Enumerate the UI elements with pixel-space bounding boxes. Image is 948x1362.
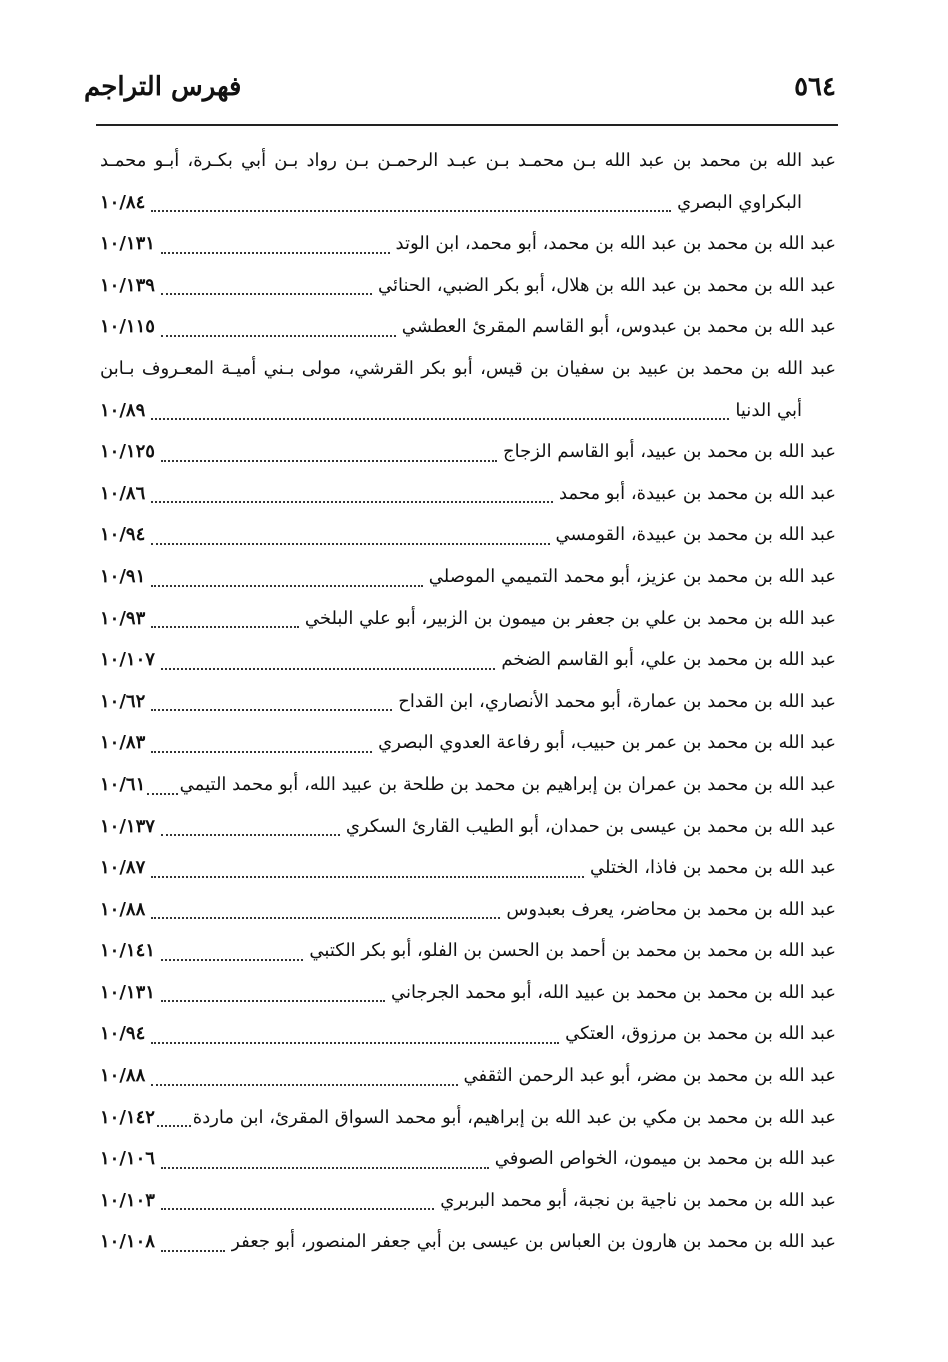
- index-entry: [100, 306, 836, 348]
- entry-reference: ١٠/١٣١: [100, 233, 155, 255]
- index-entry: [100, 473, 836, 515]
- dot-leader: [161, 958, 303, 961]
- index-entry: [100, 889, 836, 931]
- entry-name: عبد الله بن محمد بن فاذا، الختلي: [590, 857, 836, 879]
- index-entry: [100, 847, 836, 889]
- dot-leader: [147, 792, 177, 795]
- entry-reference: ١٠/١٠٦: [100, 1148, 155, 1170]
- index-entry: [100, 182, 836, 224]
- entry-reference: ١٠/٨٧: [100, 857, 146, 879]
- entry-reference: ١٠/١٢٥: [100, 441, 155, 463]
- entry-name: عبد الله بن محمد بن مضر، أبو عبد الرحمن الثقفي: [463, 1065, 836, 1087]
- entry-reference: ١٠/٦٢: [100, 690, 146, 712]
- index-entry: [100, 598, 836, 640]
- dot-leader: [161, 667, 495, 670]
- index-entry: [100, 431, 836, 473]
- entry-reference: ١٠/١٤١: [100, 940, 155, 962]
- dot-leader: [151, 542, 549, 545]
- entry-name: عبد الله بن محمد بن محمد بن أحمد بن الحسن بن الفلو، أبو بكر الكتبي: [309, 940, 836, 962]
- dot-leader: [161, 999, 385, 1002]
- entry-name: البكراوي البصري: [677, 191, 802, 213]
- entry-reference: ١٠/١٣٩: [100, 274, 155, 296]
- entry-name: عبد الله بن محمد بن عبيدة، أبو محمد: [558, 482, 836, 504]
- entry-name: عبد الله بن محمد بن مرزوق، العتكي: [565, 1023, 836, 1045]
- index-entry: [100, 1097, 836, 1139]
- index-entry: [100, 972, 836, 1014]
- dot-leader: [151, 875, 584, 878]
- dot-leader: [151, 1083, 457, 1086]
- index-entry: [100, 722, 836, 764]
- entry-reference: ١٠/٨٦: [100, 482, 146, 504]
- entry-name: عبد الله بن محمد بن عبد الله بـن محمـد بـن عبـد الرحمـن بـن رواد بـن أبي بكـرة، أبـو محمـد: [100, 150, 836, 171]
- entry-name: عبد الله بن محمد بن عبيد بن سفيان بن قيس، أبو بكر القرشي، مولى بـني أميـة المعـروف بـابن: [100, 357, 836, 379]
- entry-reference: ١٠/١٣١: [100, 981, 155, 1003]
- entry-reference: ١٠/١٤٢: [100, 1106, 155, 1128]
- page-number: ٥٦٤: [794, 72, 836, 102]
- index-entry: [100, 806, 836, 848]
- entry-name: عبد الله بن محمد بن محاضر، يعرف بعبدوس: [506, 898, 836, 920]
- entry-name: عبد الله بن محمد بن عزيز، أبو محمد التميمي الموصلي: [428, 565, 836, 587]
- index-entry: [100, 348, 836, 390]
- entry-name: عبد الله بن محمد بن عبدوس، أبو القاسم المقرئ العطشي: [401, 316, 836, 338]
- entry-name: عبد الله بن محمد بن عمران بن إبراهيم بن محمد بن طلحة بن عبيد الله، أبو محمد التيمي: [179, 773, 836, 795]
- index-entry: [100, 556, 836, 598]
- dot-leader: [151, 500, 553, 503]
- index-entry: [100, 930, 836, 972]
- entry-reference: ١٠/١٠٣: [100, 1189, 155, 1211]
- dot-leader: [151, 708, 392, 711]
- dot-leader: [151, 916, 500, 919]
- index-entry: [100, 681, 836, 723]
- index-entry: [100, 764, 836, 806]
- entry-reference: ١٠/٨٩: [100, 399, 146, 421]
- entry-name: عبد الله بن محمد بن ميمون، الخواص الصوفي: [494, 1148, 836, 1170]
- index-entry: [100, 140, 836, 182]
- index-entry: [100, 1013, 836, 1055]
- entry-name: عبد الله بن محمد بن مكي بن عبد الله بن إبراهيم، أبو محمد السواق المقرئ، ابن ماردة: [192, 1106, 836, 1128]
- biography-index-list: [100, 140, 836, 1263]
- entry-reference: ١٠/١١٥: [100, 316, 155, 338]
- entry-reference: ١٠/٨٣: [100, 732, 146, 754]
- entry-name: عبد الله بن محمد بن عبد الله بن هلال، أبو بكر الضبي، الحنائي: [377, 274, 836, 296]
- entry-reference: ١٠/٩٣: [100, 607, 146, 629]
- dot-leader: [151, 584, 423, 587]
- entry-name: عبد الله بن محمد بن محمد بن عبيد الله، أبو محمد الجرجاني: [390, 981, 836, 1003]
- entry-name: عبد الله بن محمد بن هارون بن العباس بن عيسى بن أبي جعفر المنصور، أبو جعفر: [231, 1231, 836, 1253]
- entry-reference: ١٠/٩٤: [100, 1023, 146, 1045]
- entry-name: عبد الله بن محمد بن عبيدة، القومسي: [555, 524, 836, 546]
- index-entry: [100, 1180, 836, 1222]
- dot-leader: [161, 459, 497, 462]
- entry-name: عبد الله بن محمد بن علي، أبو القاسم الضخم: [501, 649, 836, 671]
- dot-leader: [161, 1166, 489, 1169]
- entry-name: عبد الله بن محمد بن علي بن جعفر بن ميمون بن الزبير، أبو علي البلخي: [304, 607, 836, 629]
- dot-leader: [151, 209, 671, 212]
- index-entry: [100, 223, 836, 265]
- entry-name: عبد الله بن محمد بن ناجية بن نجبة، أبو محمد البربري: [440, 1189, 836, 1211]
- dot-leader: [161, 833, 340, 836]
- dot-leader: [157, 1124, 191, 1127]
- running-title: فهرس التراجم: [84, 72, 242, 102]
- entry-reference: ١٠/٦١: [100, 773, 146, 795]
- index-entry: [100, 265, 836, 307]
- dot-leader: [161, 1207, 434, 1210]
- entry-name: عبد الله بن محمد بن عمر بن حبيب، أبو رفاعة العدوي البصري: [378, 732, 836, 754]
- dot-leader: [161, 251, 390, 254]
- dot-leader: [161, 292, 372, 295]
- dot-leader: [151, 625, 299, 628]
- index-entry: [100, 639, 836, 681]
- entry-name: عبد الله بن محمد بن عيسى بن حمدان، أبو الطيب القارئ السكري: [345, 815, 836, 837]
- index-entry: [100, 1055, 836, 1097]
- entry-reference: ١٠/١٣٧: [100, 815, 155, 837]
- dot-leader: [161, 334, 396, 337]
- header-rule: [96, 124, 838, 126]
- dot-leader: [151, 417, 729, 420]
- entry-reference: ١٠/٩٤: [100, 524, 146, 546]
- entry-reference: ١٠/٨٤: [100, 191, 146, 213]
- page-header: [84, 66, 836, 112]
- index-entry: [100, 390, 836, 432]
- entry-reference: ١٠/٨٨: [100, 1065, 146, 1087]
- index-entry: [100, 514, 836, 556]
- entry-name: عبد الله بن محمد بن عبد الله بن محمد، أبو محمد، ابن الوتد: [395, 233, 836, 255]
- index-entry: [100, 1138, 836, 1180]
- entry-reference: ١٠/٨٨: [100, 898, 146, 920]
- entry-name: عبد الله بن محمد بن عمارة، أبو محمد الأنصاري، ابن القداح: [398, 690, 836, 712]
- dot-leader: [161, 1249, 225, 1252]
- entry-reference: ١٠/١٠٧: [100, 649, 155, 671]
- index-entry: [100, 1221, 836, 1263]
- dot-leader: [151, 750, 372, 753]
- entry-reference: ١٠/٩١: [100, 565, 146, 587]
- entry-reference: ١٠/١٠٨: [100, 1231, 155, 1253]
- entry-name: أبي الدنيا: [735, 399, 802, 421]
- dot-leader: [151, 1041, 559, 1044]
- entry-name: عبد الله بن محمد بن عبيد، أبو القاسم الزجاج: [503, 441, 836, 463]
